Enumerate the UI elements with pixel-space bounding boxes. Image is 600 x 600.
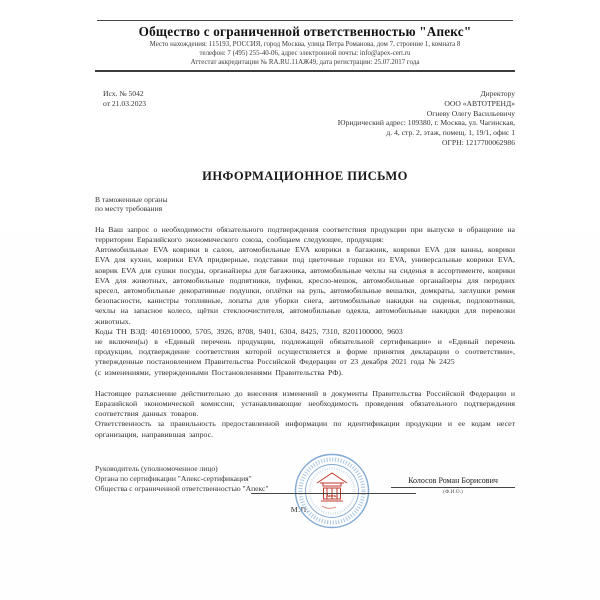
addressee-line: ОГРН: 1217700062986 [442, 137, 515, 147]
body-paragraph: не включен(ы) в «Единый перечень продукции, подлежащей обязательной сертификации» и «Единый перечень продукции, подтверждение соответствия которой осуществляется в форме принятия декларации о соответствии», утвержденные постановлением Правительства Российской Федерации от 23 декабря 2021 года № 2425 [95, 337, 515, 367]
letter-title: ИНФОРМАЦИОННОЕ ПИСЬМО [202, 168, 408, 183]
body-paragraph: Коды ТН ВЭД: 4016910000, 5705, 3926, 8708, 9401, 6304, 8425, 7310, 8201100000, 9603 [95, 326, 403, 336]
addressee-line: Огневу Олегу Васильевичу [426, 108, 515, 118]
signatory-name: Колосов Роман Борисович [391, 476, 515, 488]
letter-body [95, 225, 515, 440]
company-phone: телефон: 7 (495) 255-40-06, адрес электронной почты: info@apex-cert.ru [199, 50, 411, 57]
letterhead-bottom-rule [95, 70, 515, 72]
addressee-line: Юридический адрес: 109380, г. Москва, ул. Чагинская, [337, 118, 515, 128]
outgoing-number: Исх. № 5042 [103, 89, 144, 98]
mp-mark: М.П. [290, 505, 310, 514]
letterhead [95, 20, 515, 72]
signatory-role-line: Органа по сертификации "Апекс-сертификация" Общества с ограниченной ответственностью "Апекс" [95, 473, 269, 493]
company-name: Общество с ограниченной ответственностью "Апекс" [138, 24, 472, 39]
body-paragraph: Настоящее разъяснение действительно до внесения изменений в документы Правительства Российской Федерации и Евразийской экономической комиссии, устанавливающие необходимость проведения обязательного подтверждения соответствия данных товаров. [95, 388, 515, 419]
recipient-line: по месту требования [95, 204, 163, 214]
outgoing-date: от 21.03.2023 [103, 99, 147, 108]
addressee-line: Директору [480, 89, 515, 98]
signature-block [95, 464, 515, 537]
body-paragraph: Ответственность за правильность предоставленной информации по идентификации продукции и ее кодам несет организация, направившая запрос. [95, 419, 515, 439]
recipient-block [95, 195, 515, 214]
letterhead-top-rule [97, 20, 513, 21]
addressee-line: д. 4, стр. 2, этаж, помещ. 1, 19/1, офис 1 [386, 128, 515, 138]
body-paragraph: На Ваш запрос о необходимости обязательного подтверждения соответствия продукции при выпуске в обращение на территории Евразийского экономического союза, сообщаем следующее, продукция: [95, 224, 515, 244]
stamp-area [273, 450, 391, 537]
company-address: Место нахождения: 115193, РОССИЯ, город Москва, улица Петра Романова, дом 7, строение 1, комната 8 [149, 41, 461, 48]
addressee-block [338, 89, 515, 148]
body-paragraph: (с изменениями, утвержденными Постановлениями Правительства РФ). [95, 367, 343, 377]
addressee-line: ООО «АВТОТРЕНД» [444, 98, 515, 108]
outgoing-reference [95, 89, 146, 148]
reference-row [95, 89, 515, 148]
signatory-role-line: Руководитель (уполномоченное лицо) [95, 463, 218, 473]
recipient-line: В таможенные органы [95, 194, 168, 204]
name-caption: (Ф.И.О.) [443, 488, 463, 495]
body-paragraph: Автомобильные EVA коврики в салон, автомобильные EVA коврики в багажник, коврики EVA для ванны, коврики EVA для кухни, коврики EVA придверные, подставки под цветочные горшки из EVA, универсальные коврики EVA, коврик EVA для сушки посуды, органайзеры для багажника, автомобильные чехлы на сиденья в ассортименте, коврики EVA для животных, автомобильные подпятники, пуфики, кресло-мешок, автомобильные органайзеры для передних кресел, автомобильные декоративные подушки, оплётки на руль, автомобильные вешалки, домкраты, заглушки ремня безопасности, канистры топливные, лопаты для уборки снега, автомобильные накидки на сиденья, подлокотники, чехлы на запасное колесо, щётки стеклоочистителя, автомобильные одеяла, автомобильные накидки для перевозки животных. [95, 245, 515, 326]
svg-text:Апекс: Апекс [325, 492, 339, 498]
company-accreditation: Аттестат аккредитации № RA.RU.11АЖ49, дата регистрации: 25.07.2017 года [190, 59, 420, 66]
signature-line [251, 493, 416, 494]
signatory-role [95, 464, 273, 494]
